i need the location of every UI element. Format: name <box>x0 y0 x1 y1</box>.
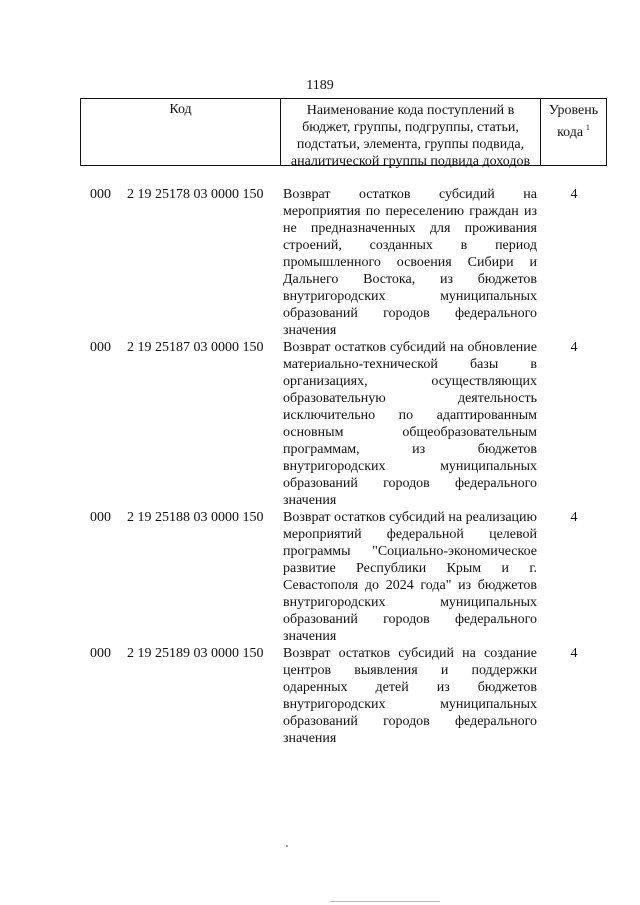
row-income-name: Возврат остатков субсидий на создание центров выявления и поддержки одаренных детей из бюджетов внутригородских муниципальных образований городов федерального значения <box>283 646 537 746</box>
header-name: Наименование кода поступлений в бюджет, группы, подгруппы, статьи, подстатьи, элемента, группы подвида, аналитической группы подвида доходов <box>281 99 541 165</box>
row-level: 4 <box>570 510 578 525</box>
row-org-code: 000 <box>90 340 111 355</box>
page-number: 1189 <box>306 78 334 93</box>
row-income-code: 2 19 25188 03 0000 150 <box>127 510 264 525</box>
scan-edge-line <box>330 901 440 902</box>
row-income-code: 2 19 25187 03 0000 150 <box>127 340 264 355</box>
header-level-footnote: 1 <box>585 123 590 132</box>
table-row <box>0 339 640 509</box>
row-income-name: Возврат остатков субсидий на мероприятия по переселению граждан из не предназначенных для проживания строений, созданных в период промышленного освоения Сибири и Дальнего Востока, из бюджетов внутригородских муниципальных образований городов федерального значения <box>283 187 537 338</box>
row-org-code: 000 <box>90 187 111 202</box>
row-org-code: 000 <box>90 646 111 661</box>
row-level: 4 <box>570 340 578 355</box>
header-code: Код <box>81 99 281 165</box>
table-header <box>80 98 607 169</box>
scan-speck <box>286 845 288 847</box>
row-org-code: 000 <box>90 510 111 525</box>
header-level-text: Уровень код <box>548 103 599 140</box>
table-row <box>0 645 640 747</box>
header-level-text-end: а <box>576 125 584 140</box>
table-row <box>0 186 640 339</box>
row-income-name: Возврат остатков субсидий на реализацию мероприятий федеральной целевой программы "Социально-экономическое развитие Республики Крым и г. Севастополя до 2024 года" из бюджетов внутригородских муниципальных образований городов федерального значения <box>283 510 537 644</box>
table-body <box>0 186 640 747</box>
header-level <box>541 99 606 165</box>
row-income-code: 2 19 25189 03 0000 150 <box>127 646 264 661</box>
row-income-code: 2 19 25178 03 0000 150 <box>127 187 264 202</box>
table-row <box>0 509 640 645</box>
row-level: 4 <box>570 187 578 202</box>
row-income-name: Возврат остатков субсидий на обновление материально-технической базы в организациях, осуществляющих образовательную деятельность исключительно по адаптированным основным общеобразовательным программам, из бюджетов внутригородских муниципальных образований городов федерального значения <box>283 340 537 508</box>
row-level: 4 <box>570 646 578 661</box>
